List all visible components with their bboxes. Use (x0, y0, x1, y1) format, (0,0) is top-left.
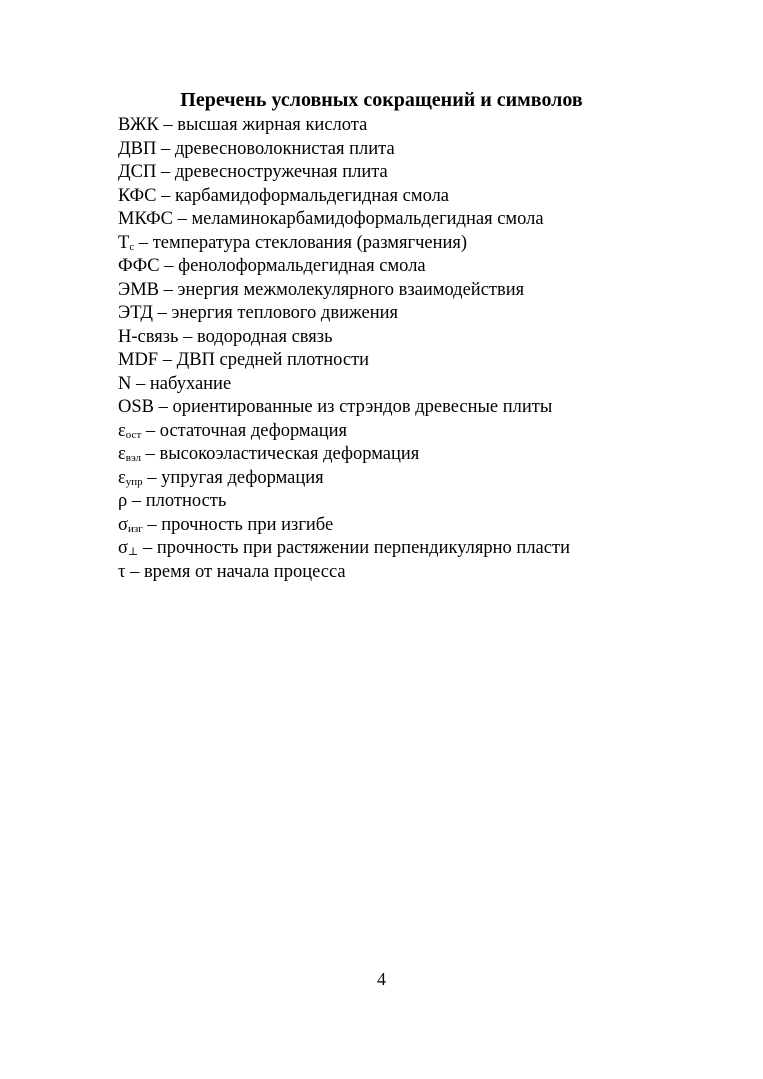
abbreviation-term: N (118, 373, 132, 394)
abbreviation-separator: – (125, 561, 144, 582)
abbreviation-term: МКФС (118, 209, 173, 229)
abbreviation-definition: фенолоформальдегидная смола (178, 256, 426, 276)
abbreviation-item (118, 467, 570, 491)
abbreviation-subscript: упр (125, 475, 143, 488)
abbreviation-term: OSB (118, 397, 154, 417)
abbreviation-subscript: ост (125, 428, 142, 441)
abbreviation-separator: – (127, 491, 146, 511)
page-title: Перечень условных сокращений и символов (180, 89, 583, 112)
abbreviation-term: ДВП (118, 138, 157, 159)
abbreviation-definition: древесноволокнистая плита (174, 138, 395, 159)
abbreviation-separator: – (178, 326, 197, 347)
abbreviation-term: σ (118, 514, 128, 535)
abbreviation-definition: ориентированные из стрэндов древесные плиты (172, 397, 553, 417)
abbreviation-definition: древесностружечная плита (174, 162, 388, 182)
abbreviation-separator: – (141, 444, 160, 464)
abbreviation-definition: карбамидоформальдегидная смола (174, 185, 450, 206)
abbreviation-separator: – (159, 256, 179, 276)
abbreviation-separator: – (156, 185, 175, 206)
abbreviation-definition: энергия теплового движения (171, 303, 399, 323)
abbreviation-separator: – (142, 467, 162, 488)
abbreviation-item (118, 561, 570, 585)
abbreviation-term: σ (118, 538, 128, 558)
abbreviation-item (118, 396, 570, 420)
abbreviation-subscript: с (129, 240, 135, 253)
abbreviation-definition: упругая деформация (161, 467, 324, 488)
abbreviation-definition: время от начала процесса (143, 561, 346, 582)
abbreviation-definition: остаточная деформация (159, 420, 348, 441)
abbreviation-definition: энергия межмолекулярного взаимодействия (177, 279, 525, 300)
abbreviation-term: ВЖК (118, 115, 159, 135)
abbreviation-term: MDF (118, 350, 159, 370)
abbreviation-term: ДСП (118, 162, 157, 182)
abbreviation-list (118, 114, 570, 584)
abbreviation-separator: – (134, 232, 153, 253)
abbreviation-definition: высшая жирная кислота (177, 115, 368, 135)
abbreviation-item (118, 302, 570, 326)
abbreviation-separator: – (156, 138, 175, 159)
abbreviation-definition: прочность при растяжении перпендикулярно пласти (156, 538, 570, 558)
abbreviation-separator: – (131, 373, 150, 394)
abbreviation-subscript: ⊥ (127, 546, 139, 558)
abbreviation-item (118, 349, 570, 373)
abbreviation-term: ЭМВ (118, 279, 160, 300)
abbreviation-separator: – (142, 514, 162, 535)
abbreviation-term: ε (118, 444, 126, 464)
abbreviation-item (118, 537, 570, 561)
abbreviation-item (118, 490, 570, 514)
abbreviation-subscript: вэл (125, 452, 141, 464)
abbreviation-separator: – (158, 350, 177, 370)
abbreviation-item (118, 185, 570, 209)
abbreviation-item (118, 443, 570, 467)
abbreviation-term: КФС (118, 185, 157, 206)
abbreviation-term: ρ (118, 491, 128, 511)
abbreviation-separator: – (156, 162, 175, 182)
abbreviation-item (118, 514, 570, 538)
abbreviation-separator: – (154, 397, 173, 417)
abbreviation-definition: плотность (145, 491, 227, 511)
abbreviation-item (118, 420, 570, 444)
abbreviation-term: ФФС (118, 256, 160, 276)
abbreviation-item (118, 138, 570, 162)
abbreviation-item (118, 255, 570, 279)
abbreviation-definition: прочность при изгибе (161, 514, 334, 535)
abbreviation-separator: – (141, 420, 160, 441)
abbreviation-term: ε (118, 420, 126, 441)
abbreviation-separator: – (172, 209, 192, 229)
abbreviation-item (118, 114, 570, 138)
page-number: 4 (377, 969, 386, 989)
abbreviation-item (118, 208, 570, 232)
abbreviation-definition: температура стеклования (размягчения) (152, 232, 468, 253)
abbreviation-term: T (118, 232, 130, 253)
abbreviation-separator: – (159, 279, 178, 300)
abbreviation-subscript: изг (127, 522, 143, 535)
abbreviation-definition: меламинокарбамидоформальдегидная смола (191, 209, 544, 229)
abbreviation-term: ЭТД (118, 303, 153, 323)
abbreviation-item (118, 279, 570, 303)
abbreviation-term: τ (118, 561, 126, 582)
abbreviation-definition: набухание (149, 373, 232, 394)
abbreviation-term: ε (118, 467, 126, 488)
abbreviation-definition: ДВП средней плотности (176, 350, 370, 370)
abbreviation-separator: – (152, 303, 172, 323)
abbreviation-item (118, 326, 570, 350)
abbreviation-term: Н-связь (118, 326, 179, 347)
abbreviation-definition: высокоэластическая деформация (159, 444, 420, 464)
abbreviation-item (118, 232, 570, 256)
abbreviation-separator: – (158, 115, 178, 135)
abbreviation-item (118, 161, 570, 185)
abbreviation-item (118, 373, 570, 397)
abbreviation-separator: – (138, 538, 157, 558)
abbreviation-definition: водородная связь (196, 326, 333, 347)
